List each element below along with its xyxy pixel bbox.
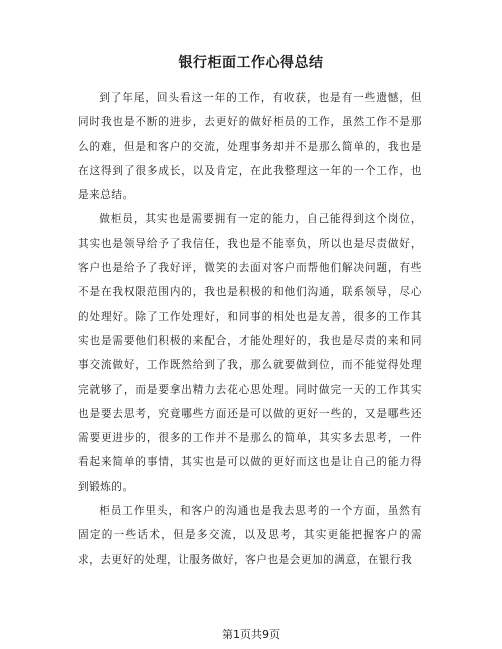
document-body: [78, 86, 422, 572]
paragraph: 做柜员，其实也是需要拥有一定的能力，自己能得到这个岗位，其实也是领导给予了我信任，我也是不能辜负，所以也是尽责做好，客户也是给予了我好评，微笑的去面对客户而帮他们解决问题，有些不是在我权限范围内的，我也是积极的和他们沟通，联系领导，尽心的处理好。除了工作处理好，和同事的相处也是友善，很多的工作其实也是需要他们积极的来配合，才能处理好的，我也是尽责的来和同事交流做好，工作既然给到了我，那么就要做到位，而不能觉得处理完就够了，而是要拿出精力去花心思处理。同时做完一天的工作其实也是要去思考，究竟哪些方面还是可以做的更好一些的，又是哪些还需要更进步的，很多的工作并不是那么的简单，其实多去思考，一件看起来简单的事情，其实也是可以做的更好而这也是让自己的能力得到锻炼的。: [78, 213, 422, 493]
document-title: 银行柜面工作心得总结: [178, 55, 324, 71]
page-number-footer: 第1页共9页: [222, 628, 280, 641]
paragraph: 到了年尾，回头看这一年的工作，有收获，也是有一些遗憾，但同时我也是不断的进步，去更好的做好柜员的工作，虽然工作不是那么的难，但是和客户的交流，处理事务却并不是那么简单的，我也是在这得到了很多成长，以及肯定，在此我整理这一年的一个工作，也是来总结。: [78, 92, 422, 202]
paragraph: 柜员工作里头，和客户的沟通也是我去思考的一个方面，虽然有固定的一些话术，但是多交流，以及思考，其实更能把握客户的需求，去更好的处理，让服务做好，客户也是会更加的满意，在银行我: [78, 505, 422, 566]
